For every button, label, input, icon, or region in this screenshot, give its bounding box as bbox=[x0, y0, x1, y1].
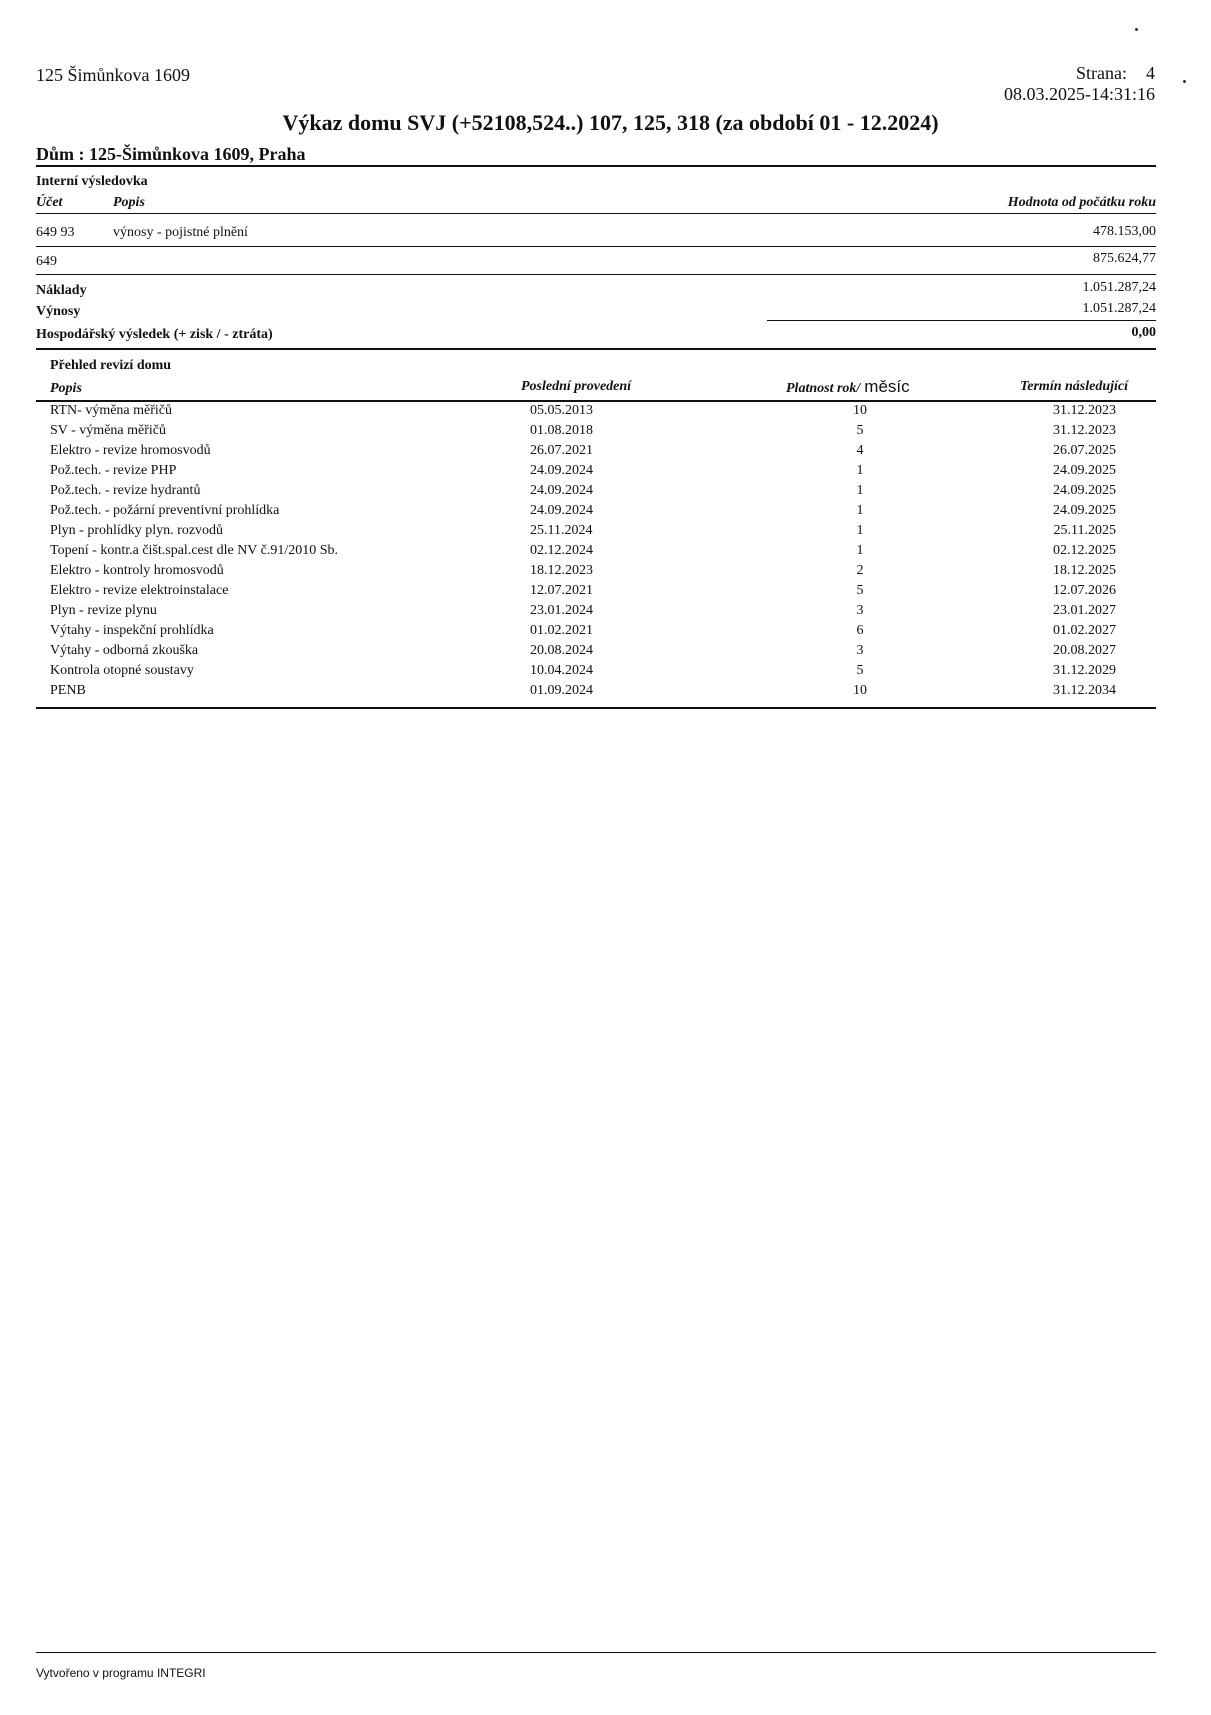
column-header-next-due: Termín následující bbox=[1020, 379, 1129, 394]
table-row bbox=[36, 501, 1156, 521]
revision-description: Kontrola otopné soustavy bbox=[50, 663, 194, 678]
revision-next-due: 31.12.2023 bbox=[1053, 403, 1116, 418]
column-header-description: Popis bbox=[113, 195, 145, 210]
costs-label: Náklady bbox=[36, 283, 87, 298]
revision-next-due: 23.01.2027 bbox=[1053, 603, 1116, 618]
revision-description: SV - výměna měřičů bbox=[50, 423, 166, 438]
table-row bbox=[36, 681, 1156, 701]
divider bbox=[36, 707, 1156, 709]
costs-value: 1.051.287,24 bbox=[1082, 280, 1156, 295]
revision-last-done: 25.11.2024 bbox=[530, 523, 593, 538]
table-row bbox=[36, 561, 1156, 581]
table-row bbox=[36, 401, 1156, 421]
revision-description: Výtahy - odborná zkouška bbox=[50, 643, 199, 658]
column-header-value: Hodnota od počátku roku bbox=[1007, 195, 1156, 210]
revision-description: PENB bbox=[50, 683, 86, 698]
divider bbox=[36, 246, 1156, 247]
revision-validity: 10 bbox=[853, 683, 867, 698]
table-row bbox=[36, 641, 1156, 661]
revision-last-done: 02.12.2024 bbox=[530, 543, 593, 558]
revision-last-done: 26.07.2021 bbox=[530, 443, 593, 458]
revision-description: Pož.tech. - revize hydrantů bbox=[50, 483, 201, 498]
table-row bbox=[36, 461, 1156, 481]
revision-validity: 10 bbox=[853, 403, 867, 418]
result-value: 0,00 bbox=[1131, 325, 1156, 340]
subtotal-divider bbox=[767, 320, 1156, 321]
revision-next-due: 31.12.2023 bbox=[1053, 423, 1116, 438]
revision-description: Pož.tech. - požární preventivní prohlídka bbox=[50, 503, 280, 518]
revision-next-due: 02.12.2025 bbox=[1053, 543, 1116, 558]
revision-last-done: 23.01.2024 bbox=[530, 603, 593, 618]
column-header-validity bbox=[786, 377, 910, 397]
row-account: 649 bbox=[36, 254, 57, 269]
revision-validity: 5 bbox=[856, 663, 864, 678]
row-account: 649 93 bbox=[36, 225, 75, 240]
table-row bbox=[36, 661, 1156, 681]
revision-next-due: 12.07.2026 bbox=[1053, 583, 1116, 598]
revision-description: Výtahy - inspekční prohlídka bbox=[50, 623, 214, 638]
row-description: výnosy - pojistné plnění bbox=[113, 225, 248, 240]
column-header-account: Účet bbox=[36, 195, 63, 210]
section-title-revisions: Přehled revizí domu bbox=[50, 358, 172, 373]
revision-description: Elektro - revize elektroinstalace bbox=[50, 583, 229, 598]
revision-validity: 6 bbox=[856, 623, 864, 638]
revision-last-done: 01.08.2018 bbox=[530, 423, 593, 438]
house-short-name: 125 Šimůnkova 1609 bbox=[36, 65, 191, 85]
revision-last-done: 01.09.2024 bbox=[530, 683, 593, 698]
scan-speck bbox=[1183, 80, 1186, 83]
revision-description: Elektro - kontroly hromosvodů bbox=[50, 563, 224, 578]
revision-next-due: 24.09.2025 bbox=[1053, 463, 1116, 478]
print-timestamp: 08.03.2025-14:31:16 bbox=[1004, 84, 1155, 104]
revision-last-done: 24.09.2024 bbox=[530, 463, 593, 478]
revision-description: RTN- výměna měřičů bbox=[50, 403, 173, 418]
divider bbox=[36, 348, 1156, 350]
table-row bbox=[36, 421, 1156, 441]
revisions-table bbox=[36, 401, 1156, 701]
revision-last-done: 18.12.2023 bbox=[530, 563, 593, 578]
revision-last-done: 20.08.2024 bbox=[530, 643, 593, 658]
table-row bbox=[36, 601, 1156, 621]
column-header-description: Popis bbox=[50, 381, 82, 396]
revision-validity: 1 bbox=[856, 463, 864, 478]
revision-last-done: 01.02.2021 bbox=[530, 623, 593, 638]
divider bbox=[36, 165, 1156, 167]
revision-description: Elektro - revize hromosvodů bbox=[50, 443, 211, 458]
revision-last-done: 05.05.2013 bbox=[530, 403, 593, 418]
revision-validity: 1 bbox=[856, 483, 864, 498]
revision-last-done: 24.09.2024 bbox=[530, 503, 593, 518]
revision-last-done: 10.04.2024 bbox=[530, 663, 593, 678]
revision-next-due: 01.02.2027 bbox=[1053, 623, 1116, 638]
report-title bbox=[0, 110, 1211, 136]
revision-last-done: 24.09.2024 bbox=[530, 483, 593, 498]
column-header-last-done: Poslední provedení bbox=[521, 379, 632, 394]
footer-created-by: Vytvořeno v programu INTEGRI bbox=[36, 1666, 206, 1680]
page-info bbox=[1004, 63, 1155, 105]
revision-validity: 3 bbox=[856, 643, 864, 658]
divider bbox=[36, 213, 1156, 214]
table-row bbox=[36, 541, 1156, 561]
row-value: 875.624,77 bbox=[1093, 251, 1156, 266]
revision-next-due: 31.12.2034 bbox=[1053, 683, 1116, 698]
table-row bbox=[36, 581, 1156, 601]
revision-next-due: 18.12.2025 bbox=[1053, 563, 1116, 578]
revenues-value: 1.051.287,24 bbox=[1082, 301, 1156, 316]
revision-description: Plyn - prohlídky plyn. rozvodů bbox=[50, 523, 224, 538]
revision-next-due: 25.11.2025 bbox=[1053, 523, 1116, 538]
row-value: 478.153,00 bbox=[1093, 224, 1156, 239]
revision-validity: 4 bbox=[856, 443, 864, 458]
revision-description: Topení - kontr.a čišt.spal.cest dle NV č.91/2010 Sb. bbox=[50, 543, 339, 558]
revision-description: Pož.tech. - revize PHP bbox=[50, 463, 177, 478]
footer-divider bbox=[36, 1652, 1156, 1653]
validity-label: Platnost rok/ bbox=[786, 381, 861, 396]
revision-next-due: 24.09.2025 bbox=[1053, 483, 1116, 498]
page-number-line bbox=[1004, 63, 1155, 84]
revision-validity: 5 bbox=[856, 583, 864, 598]
revision-validity: 5 bbox=[856, 423, 864, 438]
revision-next-due: 24.09.2025 bbox=[1053, 503, 1116, 518]
revision-next-due: 26.07.2025 bbox=[1053, 443, 1116, 458]
section-title-internal-result: Interní výsledovka bbox=[36, 174, 148, 189]
table-row bbox=[36, 481, 1156, 501]
scan-speck bbox=[1135, 28, 1138, 31]
revision-validity: 1 bbox=[856, 543, 864, 558]
table-row bbox=[36, 621, 1156, 641]
divider bbox=[36, 274, 1156, 275]
revision-next-due: 20.08.2027 bbox=[1053, 643, 1116, 658]
page-number: 4 bbox=[1146, 63, 1155, 83]
result-label: Hospodářský výsledek (+ zisk / - ztráta) bbox=[36, 327, 273, 342]
revision-validity: 1 bbox=[856, 523, 864, 538]
table-row bbox=[36, 441, 1156, 461]
page-label: Strana: bbox=[1076, 63, 1127, 83]
revision-next-due: 31.12.2029 bbox=[1053, 663, 1116, 678]
report-title-text: Výkaz domu SVJ (+52108,524..) 107, 125, 318 (za období 01 - 12.2024) bbox=[282, 110, 939, 135]
house-full-name: Dům : 125-Šimůnkova 1609, Praha bbox=[36, 144, 306, 164]
revision-validity: 1 bbox=[856, 503, 864, 518]
revenues-label: Výnosy bbox=[36, 304, 81, 319]
revision-last-done: 12.07.2021 bbox=[530, 583, 593, 598]
revision-description: Plyn - revize plynu bbox=[50, 603, 157, 618]
revision-validity: 2 bbox=[856, 563, 864, 578]
table-row bbox=[36, 521, 1156, 541]
validity-suffix: měsíc bbox=[864, 377, 910, 396]
revision-validity: 3 bbox=[856, 603, 864, 618]
